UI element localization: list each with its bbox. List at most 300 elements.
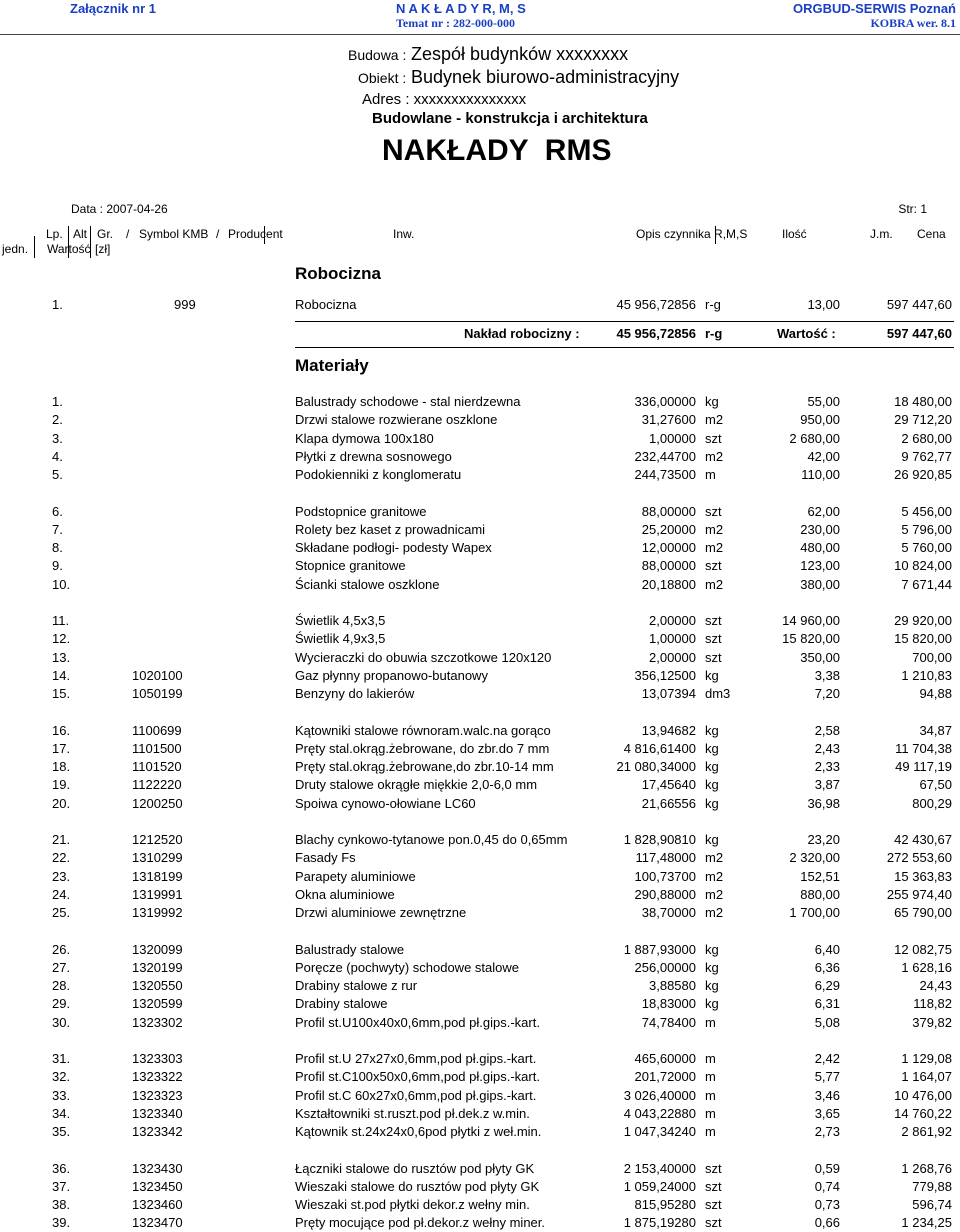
row-qty: 1,00000 <box>649 631 696 647</box>
row-name: Kątowniki stalowe równoram.walc.na gorąco <box>295 722 551 738</box>
row-symbol: 1200250 <box>132 795 183 811</box>
row-qty: 1 875,19280 <box>623 1215 696 1231</box>
table-row <box>0 740 960 758</box>
row-unit: szt <box>705 613 722 628</box>
row-value: 34,87 <box>919 722 952 738</box>
col-cena: Cena <box>917 227 946 241</box>
col-jedn: jedn. <box>2 242 29 256</box>
row-name: Kształtowniki st.ruszt.pod pł.dek.z w.min. <box>295 1105 530 1121</box>
row-qty: 38,70000 <box>641 905 696 920</box>
row-value: 29 712,20 <box>894 412 952 428</box>
row-name: Profil st.U 27x27x0,6mm,pod pł.gips.-kart. <box>295 1051 537 1066</box>
summary-value: 597 447,60 <box>886 326 952 341</box>
row-name: Fasady Fs <box>295 850 356 866</box>
table-row <box>0 685 960 703</box>
summary-label: Nakład robocizny : <box>464 326 580 341</box>
row-symbol: 1319991 <box>132 886 183 902</box>
row-name: Robocizna <box>295 297 357 312</box>
row-price: 7,20 <box>814 686 840 701</box>
row-value: 597 447,60 <box>886 297 952 312</box>
row-unit: dm3 <box>705 686 731 701</box>
row-price: 2,58 <box>814 722 840 738</box>
row-unit: r-g <box>705 297 721 312</box>
row-value: 5 456,00 <box>901 503 952 519</box>
row-price: 42,00 <box>807 448 840 464</box>
table-row <box>0 296 960 314</box>
table-row <box>0 411 960 429</box>
topic-number: Temat nr : 282-000-000 <box>396 16 515 30</box>
table-row <box>0 995 960 1013</box>
row-price: 23,20 <box>807 832 840 847</box>
table-row <box>0 393 960 411</box>
row-name: Stopnice granitowe <box>295 558 406 574</box>
table-row <box>0 649 960 667</box>
row-price: 2 680,00 <box>789 430 840 446</box>
row-price: 14 960,00 <box>782 613 840 628</box>
row-unit: kg <box>705 722 719 738</box>
row-value: 42 430,67 <box>894 832 952 847</box>
col-wartosc: Wartość <box>47 242 91 256</box>
row-symbol: 1320199 <box>132 959 183 975</box>
row-lp: 22. <box>52 850 71 866</box>
page-number: Str: 1 <box>898 202 927 216</box>
table-row <box>0 466 960 484</box>
report-type-label: N A K Ł A D Y R, M, S <box>396 1 526 16</box>
table-row <box>0 831 960 849</box>
table-row <box>0 849 960 867</box>
row-value: 10 824,00 <box>894 558 952 574</box>
row-unit: m <box>705 1105 716 1121</box>
row-value: 29 920,00 <box>894 613 952 628</box>
row-name: Klapa dymowa 100x180 <box>295 430 434 446</box>
row-value: 15 820,00 <box>894 631 952 647</box>
row-lp: 34. <box>52 1105 71 1121</box>
row-lp: 7. <box>52 521 63 537</box>
row-name: Blachy cynkowo-tytanowe pon.0,45 do 0,65mm <box>295 832 568 847</box>
row-qty: 1,00000 <box>649 430 696 446</box>
table-row <box>0 1214 960 1232</box>
row-price: 123,00 <box>800 558 840 574</box>
row-unit: kg <box>705 667 719 683</box>
document-title: NAKŁADY RMS <box>382 134 612 167</box>
row-name: Benzyny do lakierów <box>295 686 415 701</box>
row-value: 9 762,77 <box>901 448 952 464</box>
row-value: 1 210,83 <box>901 667 952 683</box>
row-qty: 465,60000 <box>634 1051 696 1066</box>
row-name: Drabiny stalowe z rur <box>295 978 418 993</box>
row-lp: 9. <box>52 558 63 574</box>
row-unit: m2 <box>705 540 724 555</box>
row-lp: 30. <box>52 1014 71 1030</box>
row-symbol: 1323470 <box>132 1215 183 1231</box>
row-price: 230,00 <box>800 521 840 537</box>
row-name: Drabiny stalowe <box>295 996 388 1012</box>
row-price: 0,66 <box>814 1215 840 1231</box>
row-price: 3,87 <box>814 777 840 793</box>
table-row <box>0 941 960 959</box>
summary-value-label: Wartość : <box>777 326 836 341</box>
row-price: 110,00 <box>801 467 840 482</box>
row-price: 480,00 <box>800 540 840 555</box>
row-qty: 1 059,24000 <box>623 1178 696 1194</box>
row-unit: szt <box>705 1160 722 1176</box>
row-lp: 13. <box>52 649 71 665</box>
row-value: 255 974,40 <box>886 886 952 902</box>
table-row <box>0 959 960 977</box>
row-unit: m2 <box>705 576 724 592</box>
row-price: 0,74 <box>814 1178 840 1194</box>
row-unit: m <box>705 1051 716 1066</box>
attachment-label: Załącznik nr 1 <box>70 1 156 16</box>
row-qty: 18,83000 <box>641 996 696 1012</box>
table-row <box>0 776 960 794</box>
row-qty: 815,95280 <box>634 1197 696 1212</box>
row-value: 11 704,38 <box>895 740 952 756</box>
row-unit: m2 <box>705 521 724 537</box>
table-row <box>0 1087 960 1105</box>
row-qty: 2,00000 <box>649 613 696 628</box>
row-symbol: 1122220 <box>132 777 182 793</box>
row-qty: 232,44700 <box>634 448 696 464</box>
row-unit: m <box>705 1069 716 1085</box>
row-qty: 100,73700 <box>634 868 696 884</box>
row-value: 379,82 <box>912 1014 952 1030</box>
header-tick <box>90 226 91 258</box>
row-symbol: 1101500 <box>132 740 182 756</box>
row-price: 6,40 <box>814 941 840 957</box>
row-price: 2,73 <box>814 1124 840 1139</box>
obiekt-value: Budynek biurowo-administracyjny <box>411 67 680 87</box>
table-row <box>0 1160 960 1178</box>
row-value: 10 476,00 <box>894 1087 952 1103</box>
row-lp: 20. <box>52 795 71 811</box>
row-name: Parapety aluminiowe <box>295 868 416 884</box>
robocizna-summary <box>0 325 960 343</box>
row-value: 5 760,00 <box>901 540 952 555</box>
row-qty: 356,12500 <box>634 667 696 683</box>
row-qty: 21 080,34000 <box>616 759 696 774</box>
row-value: 1 234,25 <box>901 1215 952 1231</box>
row-name: Drzwi stalowe rozwierane oszklone <box>295 412 498 428</box>
row-name: Płytki z drewna sosnowego <box>295 448 452 464</box>
table-row <box>0 557 960 575</box>
table-row <box>0 430 960 448</box>
col-producent: Producent <box>228 227 283 241</box>
row-unit: m2 <box>705 412 724 428</box>
row-symbol: 1323322 <box>132 1069 183 1085</box>
row-unit: kg <box>705 996 719 1012</box>
table-row <box>0 503 960 521</box>
row-symbol: 1323303 <box>132 1051 183 1066</box>
row-unit: m2 <box>705 868 724 884</box>
row-lp: 14. <box>52 667 71 683</box>
row-qty: 3,88580 <box>649 978 696 993</box>
row-unit: m2 <box>705 850 724 866</box>
row-unit: kg <box>705 740 719 756</box>
table-row <box>0 886 960 904</box>
row-qty: 17,45640 <box>641 777 696 793</box>
row-lp: 17. <box>52 740 71 756</box>
row-lp: 3. <box>52 430 63 446</box>
row-name: Ścianki stalowe oszklone <box>295 576 440 592</box>
row-qty: 290,88000 <box>634 886 696 902</box>
row-symbol: 1323450 <box>132 1178 183 1194</box>
col-ilosc: Ilość <box>782 227 807 241</box>
row-lp: 1. <box>52 394 63 409</box>
row-price: 380,00 <box>800 576 840 592</box>
row-lp: 38. <box>52 1197 71 1212</box>
row-name: Profil st.C 60x27x0,6mm,pod pł.gips.-kart. <box>295 1087 537 1103</box>
header-tick <box>68 226 69 258</box>
row-symbol: 1212520 <box>132 832 183 847</box>
row-qty: 4 816,61400 <box>623 740 696 756</box>
row-value: 596,74 <box>912 1197 952 1212</box>
row-price: 3,38 <box>814 667 840 683</box>
table-row <box>0 1050 960 1068</box>
row-value: 1 628,16 <box>901 959 952 975</box>
row-lp: 35. <box>52 1124 71 1139</box>
table-row <box>0 539 960 557</box>
row-name: Rolety bez kaset z prowadnicami <box>295 521 486 537</box>
row-symbol: 1320550 <box>132 978 183 993</box>
table-row <box>0 576 960 594</box>
row-unit: m <box>705 1124 716 1139</box>
row-symbol: 1320099 <box>132 941 183 957</box>
row-symbol: 1319992 <box>132 905 183 920</box>
row-lp: 5. <box>52 467 63 482</box>
row-qty: 21,66556 <box>641 795 696 811</box>
row-name: Wieszaki st.pod płytki dekor.z wełny min. <box>295 1197 530 1212</box>
row-price: 5,08 <box>814 1014 840 1030</box>
row-lp: 21. <box>52 832 71 847</box>
row-qty: 117,48000 <box>635 850 696 866</box>
row-qty: 74,78400 <box>641 1014 696 1030</box>
row-unit: szt <box>705 1178 722 1194</box>
row-name: Poręcze (pochwyty) schodowe stalowe <box>295 959 519 975</box>
row-lp: 4. <box>52 448 63 464</box>
table-row <box>0 612 960 630</box>
col-inw: Inw. <box>393 227 415 241</box>
row-name: Pręty stal.okrąg.żebrowane,do zbr.10-14 mm <box>295 759 554 774</box>
budowa-value: Zespół budynków xxxxxxxx <box>411 44 629 64</box>
summary-divider-bottom <box>295 347 954 348</box>
row-price: 5,77 <box>814 1069 840 1085</box>
row-unit: szt <box>705 631 722 647</box>
table-row <box>0 448 960 466</box>
row-lp: 24. <box>52 886 71 902</box>
row-unit: kg <box>705 978 719 993</box>
row-lp: 1. <box>52 297 63 312</box>
row-qty: 13,94682 <box>641 722 696 738</box>
row-unit: kg <box>705 777 719 793</box>
row-symbol: 1323342 <box>132 1124 183 1139</box>
row-name: Wieszaki stalowe do rusztów pod płyty GK <box>295 1178 540 1194</box>
row-qty: 25,20000 <box>641 521 696 537</box>
row-price: 2,42 <box>814 1051 840 1066</box>
row-unit: m2 <box>705 905 724 920</box>
row-unit: szt <box>705 649 722 665</box>
table-row <box>0 1178 960 1196</box>
row-unit: kg <box>705 394 719 409</box>
row-price: 880,00 <box>800 886 840 902</box>
row-price: 3,65 <box>814 1105 840 1121</box>
row-symbol: 1310299 <box>132 850 183 866</box>
row-price: 1 700,00 <box>789 905 840 920</box>
summary-divider <box>295 321 954 322</box>
row-symbol: 1320599 <box>132 996 183 1012</box>
row-price: 950,00 <box>800 412 840 428</box>
row-lp: 10. <box>52 576 71 592</box>
row-value: 272 553,60 <box>886 850 952 866</box>
summary-unit: r-g <box>705 326 723 341</box>
table-row <box>0 758 960 776</box>
row-value: 67,50 <box>919 777 952 793</box>
row-value: 779,88 <box>912 1178 952 1194</box>
row-price: 3,46 <box>814 1087 840 1103</box>
col-jm: J.m. <box>870 227 893 241</box>
row-price: 350,00 <box>800 649 840 665</box>
company-name: ORGBUD-SERWIS Poznań <box>793 1 956 16</box>
row-unit: m <box>705 1087 716 1103</box>
row-name: Kątownik st.24x24x0,6pod płytki z weł.min. <box>295 1124 542 1139</box>
table-row <box>0 521 960 539</box>
row-name: Świetlik 4,9x3,5 <box>295 631 386 647</box>
row-qty: 2 153,40000 <box>623 1160 696 1176</box>
row-value: 26 920,85 <box>894 467 952 482</box>
row-value: 1 268,76 <box>901 1160 952 1176</box>
table-row <box>0 904 960 922</box>
row-value: 1 164,07 <box>901 1069 952 1085</box>
row-name: Spoiwa cynowo-ołowiane LC60 <box>295 795 476 811</box>
row-value: 118,82 <box>913 996 952 1012</box>
col-zl: [zł] <box>95 242 111 256</box>
row-unit: kg <box>705 832 719 847</box>
row-lp: 33. <box>52 1087 71 1103</box>
row-value: 18 480,00 <box>894 394 952 409</box>
row-value: 49 117,19 <box>895 759 952 774</box>
row-lp: 26. <box>52 941 71 957</box>
row-symbol: 1323323 <box>132 1087 183 1103</box>
row-lp: 23. <box>52 868 71 884</box>
row-price: 55,00 <box>807 394 840 409</box>
row-unit: m <box>705 467 716 482</box>
row-value: 7 671,44 <box>901 576 952 592</box>
row-symbol: 1323302 <box>132 1014 183 1030</box>
row-value: 24,43 <box>919 978 952 993</box>
row-unit: m2 <box>705 886 724 902</box>
row-qty: 13,07394 <box>641 686 696 701</box>
row-qty: 2,00000 <box>649 649 696 665</box>
row-qty: 3 026,40000 <box>623 1087 696 1103</box>
row-name: Pręty stal.okrąg.żebrowane, do zbr.do 7 mm <box>295 740 550 756</box>
row-qty: 1 828,90810 <box>623 832 696 847</box>
table-row <box>0 1014 960 1032</box>
row-qty: 4 043,22880 <box>623 1105 696 1121</box>
row-value: 800,29 <box>912 795 952 811</box>
row-lp: 12. <box>52 631 71 647</box>
row-unit: kg <box>705 795 719 811</box>
row-symbol: 1323340 <box>132 1105 183 1121</box>
table-row <box>0 977 960 995</box>
summary-qty: 45 956,72856 <box>616 326 696 341</box>
row-name: Podokienniki z konglomeratu <box>295 467 462 482</box>
row-lp: 32. <box>52 1069 71 1085</box>
row-name: Podstopnice granitowe <box>295 503 427 519</box>
row-value: 15 363,83 <box>894 868 952 884</box>
header-tick <box>715 226 716 244</box>
table-row <box>0 630 960 648</box>
row-qty: 1 047,34240 <box>623 1124 696 1139</box>
table-row <box>0 1068 960 1086</box>
row-unit: kg <box>705 959 719 975</box>
row-name: Balustrady stalowe <box>295 941 405 957</box>
row-price: 6,31 <box>814 996 840 1012</box>
row-lp: 11. <box>52 613 70 628</box>
row-name: Druty stalowe okrągłe miękkie 2,0-6,0 mm <box>295 777 538 793</box>
row-price: 2,43 <box>814 740 840 756</box>
row-qty: 88,00000 <box>641 558 696 574</box>
row-value: 2 680,00 <box>901 430 952 446</box>
row-lp: 25. <box>52 905 71 920</box>
row-qty: 20,18800 <box>641 576 696 592</box>
col-gr: Gr. <box>97 227 114 241</box>
budowa-label: Budowa : <box>348 47 407 63</box>
table-row <box>0 868 960 886</box>
row-lp: 29. <box>52 996 71 1012</box>
row-lp: 37. <box>52 1178 71 1194</box>
row-price: 15 820,00 <box>782 631 840 647</box>
row-lp: 16. <box>52 722 71 738</box>
row-value: 12 082,75 <box>894 941 952 957</box>
row-unit: m <box>705 1014 716 1030</box>
row-name: Składane podłogi- podesty Wapex <box>295 540 492 555</box>
col-slash-1: / <box>126 227 130 241</box>
row-lp: 2. <box>52 412 63 428</box>
row-qty: 1 887,93000 <box>623 941 696 957</box>
row-value: 14 760,22 <box>894 1105 952 1121</box>
table-row <box>0 795 960 813</box>
table-row <box>0 1105 960 1123</box>
col-symbol: Symbol KMB <box>139 227 209 241</box>
row-qty: 201,72000 <box>634 1069 696 1085</box>
row-price: 62,00 <box>807 503 840 519</box>
col-alt: Alt <box>73 227 88 241</box>
row-unit: szt <box>705 1197 722 1212</box>
row-price: 36,98 <box>807 795 840 811</box>
row-price: 2,33 <box>814 759 840 774</box>
col-lp: Lp. <box>46 227 63 241</box>
row-name: Świetlik 4,5x3,5 <box>295 613 386 628</box>
row-unit: kg <box>705 941 719 957</box>
header-tick <box>264 226 265 244</box>
row-name: Gaz płynny propanowo-butanowy <box>295 667 488 683</box>
row-unit: szt <box>705 1215 722 1231</box>
document-date: Data : 2007-04-26 <box>71 202 168 216</box>
row-lp: 6. <box>52 503 63 519</box>
col-opis: Opis czynnika R,M,S <box>636 227 748 241</box>
row-symbol: 1101520 <box>132 759 182 774</box>
row-lp: 31. <box>52 1051 71 1066</box>
row-price: 0,73 <box>814 1197 840 1212</box>
row-symbol: 1323460 <box>132 1197 183 1212</box>
row-value: 1 129,08 <box>901 1051 952 1066</box>
table-row <box>0 722 960 740</box>
table-row <box>0 1196 960 1214</box>
branch-name: Budowlane - konstrukcja i architektura <box>372 110 648 127</box>
row-qty: 336,00000 <box>634 394 696 409</box>
row-name: Profil st.U100x40x0,6mm,pod pł.gips.-kart. <box>295 1014 540 1030</box>
row-name: Profil st.C100x50x0,6mm,pod pł.gips.-kart. <box>295 1069 540 1085</box>
